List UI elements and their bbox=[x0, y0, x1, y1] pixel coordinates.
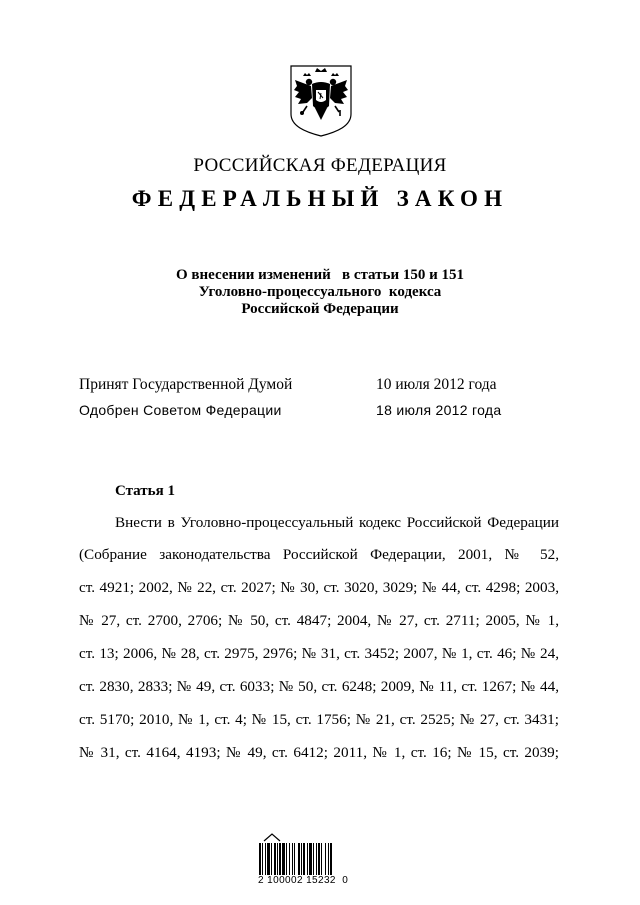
law-title-line-3: Российской Федерации bbox=[241, 301, 399, 317]
article-text-line: № 27, ст. 2700, 2706; № 50, ст. 4847; 2004, № 27, ст. 2711; 2005, № 1, bbox=[79, 612, 559, 629]
article-text-line: ст. 4921; 2002, № 22, ст. 2027; № 30, ст. 3020, 3029; № 44, ст. 4298; 2003, bbox=[79, 579, 559, 596]
article-heading: Статья 1 bbox=[115, 483, 175, 499]
barcode bbox=[257, 843, 367, 875]
law-title bbox=[0, 267, 640, 318]
council-approval-date: 18 июля 2012 года bbox=[376, 402, 502, 418]
duma-adoption-date: 10 июля 2012 года bbox=[376, 376, 497, 393]
article-text-line: № 31, ст. 4164, 4193; № 49, ст. 6412; 2011, № 1, ст. 16; № 15, ст. 2039; bbox=[79, 744, 559, 761]
document-type: ФЕДЕРАЛЬНЫЙ ЗАКОН bbox=[131, 186, 509, 211]
article-text-line: (Собрание законодательства Российской Федерации, 2001, № 52, bbox=[79, 546, 559, 563]
council-approval-label: Одобрен Советом Федерации bbox=[79, 402, 282, 418]
article-text-line: ст. 13; 2006, № 28, ст. 2975, 2976; № 31, ст. 3452; 2007, № 1, ст. 46; № 24, bbox=[79, 645, 559, 662]
coat-of-arms-emblem-icon bbox=[285, 62, 357, 138]
country-name: РОССИЙСКАЯ ФЕДЕРАЦИЯ bbox=[193, 155, 447, 176]
law-title-line-2: Уголовно-процессуального кодекса bbox=[198, 284, 442, 300]
barcode-number: 2 100002 15232 0 bbox=[258, 875, 349, 886]
article-text-line: Внести в Уголовно-процессуальный кодекс Российской Федерации bbox=[115, 514, 559, 531]
law-title-line-1: О внесении изменений в статьи 150 и 151 bbox=[176, 267, 464, 283]
article-text-line: ст. 5170; 2010, № 1, ст. 4; № 15, ст. 1756; № 21, ст. 2525; № 27, ст. 3431; bbox=[79, 711, 559, 728]
duma-adoption-label: Принят Государственной Думой bbox=[79, 376, 293, 393]
article-text-line: ст. 2830, 2833; № 49, ст. 6033; № 50, ст. 6248; 2009, № 11, ст. 1267; № 44, bbox=[79, 678, 559, 695]
